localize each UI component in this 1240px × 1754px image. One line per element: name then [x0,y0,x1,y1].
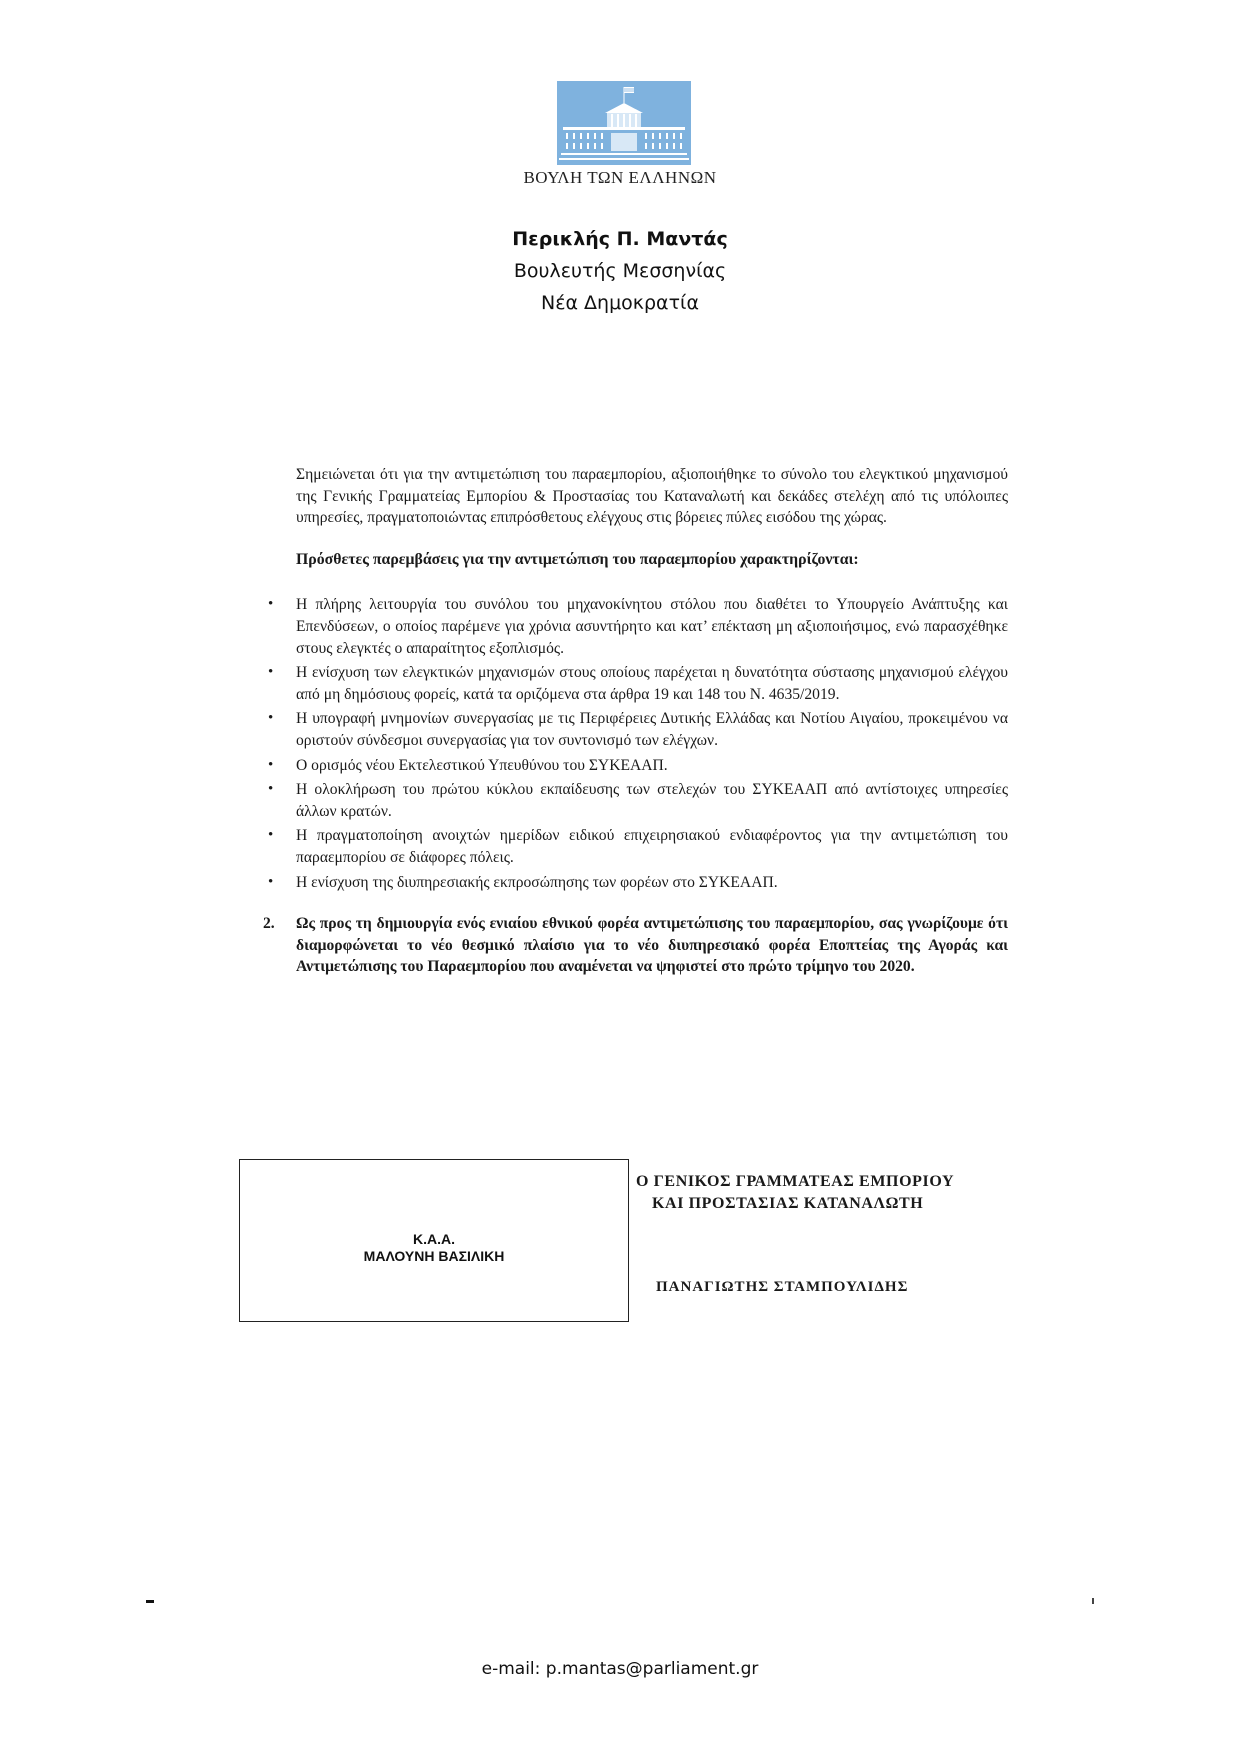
document-body [263,464,1008,978]
parliament-name: ΒΟΥΛΗ ΤΩΝ ΕΛΛΗΝΩΝ [523,168,717,187]
intro-paragraph: Σημειώνεται ότι για την αντιμετώπιση του παραεμπορίου, αξιοποιήθηκε το σύνολο του ελεγκτικού μηχανισμού της Γενικής Γραμματείας Εμπορίου & Προστασίας του Καταναλωτή και δεκάδες στελέχη από τις υπόλοιπες υπηρεσίες, πραγματοποιώντας επιπρόσθετους ελέγχους στις βόρειες πύλες εισόδου της χώρας. [296,466,1008,527]
bullet-icon: • [268,596,274,613]
secretary-title-line1: Ο ΓΕΝΙΚΟΣ ΓΡΑΜΜΑΤΕΑΣ ΕΜΠΟΡΙΟΥ [636,1173,955,1190]
list-item: • Η ολοκλήρωση του πρώτου κύκλου εκπαίδευσης των στελεχών του ΣΥΚΕΑΑΠ από αντίστοιχες υπηρεσίες άλλων κρατών. [268,781,1008,820]
list-item: • Η πλήρης λειτουργία του συνόλου του μηχανοκίνητου στόλου που διαθέτει το Υπουργείο Ανάπτυξης και Επενδύσεων, ο οποίος παρέμενε για χρόνια ασυντήρητο και κατ’ επέκταση μη αξιοποιήσιμος, ενώ παρασχέθηκε στους ελεγκτές ο απαραίτητος εξοπλισμός. [268,596,1008,657]
list-item: • Ο ορισμός νέου Εκτελεστικού Υπευθύνου του ΣΥΚΕΑΑΠ. [296,755,1008,777]
bullet-icon: • [268,756,274,773]
signature-box-role: Κ.Α.Α. [413,1231,455,1247]
interventions-heading: Πρόσθετες παρεμβάσεις για την αντιμετώπιση του παραεμπορίου χαρακτηρίζονται: [296,550,859,568]
list-item: • Η υπογραφή μνημονίων συνεργασίας με τις Περιφέρειες Δυτικής Ελλάδας και Νοτίου Αιγαίου, προκειμένου να οριστούν σύνδεσμοι συνεργασίας για τον συντονισμό των ελέγχων. [268,710,1008,749]
mp-party: Νέα Δημοκρατία [541,292,699,314]
scan-mark [1092,1598,1094,1604]
footer-email: e-mail: p.mantas@parliament.gr [481,1659,759,1679]
secretary-title-line2: ΚΑΙ ΠΡΟΣΤΑΣΙΑΣ ΚΑΤΑΝΑΛΩΤΗ [652,1195,924,1212]
secretary-name: ΠΑΝΑΓΙΩΤΗΣ ΣΤΑΜΠΟΥΛΙΔΗΣ [656,1279,909,1295]
list-item: • Η ενίσχυση της διυπηρεσιακής εκπροσώπησης των φορέων στο ΣΥΚΕΑΑΠ. [296,872,1008,894]
parliament-logo [557,81,691,165]
interventions-list [268,594,1008,893]
list-item: • Η πραγματοποίηση ανοιχτών ημερίδων ειδικού επιχειρησιακού ενδιαφέροντος για την αντιμετώπιση του παραεμπορίου σε διάφορες πόλεις. [268,827,1008,866]
bullet-icon: • [268,781,274,798]
mp-header [0,223,1240,319]
list-item: • Η ενίσχυση των ελεγκτικών μηχανισμών στους οποίους παρέχεται η δυνατότητα σύστασης μηχανισμού ελέγχου από μη δημόσιους φορείς, κατά τα οριζόμενα στα άρθρα 19 και 148 του Ν. 4635/2019. [268,664,1008,703]
parliament-building-icon [557,81,691,165]
bullet-icon: • [268,873,274,890]
numbered-paragraph-2 [263,913,1008,978]
bullet-icon: • [268,710,274,727]
signature-box [239,1159,629,1322]
signature-box-name: ΜΑΛΟΥΝΗ ΒΑΣΙΛΙΚΗ [363,1248,505,1264]
mp-name: Περικλής Π. Μαντάς [512,228,728,250]
mp-title: Βουλευτής Μεσσηνίας [513,260,727,282]
secretary-general-title [636,1171,954,1215]
scan-mark [146,1600,154,1603]
numbered-paragraph-text: Ως προς τη δημιουργία ενός ενιαίου εθνικού φορέα αντιμετώπισης του παραεμπορίου, σας γνωρίζουμε ότι διαμορφώνεται το νέο θεσμικό πλαίσιο για το νέο διυπηρεσιακό φορέα Εποπτείας της Αγοράς και Αντιμετώπισης του Παραεμπορίου που αναμένεται να ψηφιστεί στο πρώτο τρίμηνο του 2020. [296,915,1008,976]
bullet-icon: • [268,664,274,681]
bullet-icon: • [268,827,274,844]
paragraph-number: 2. [263,915,275,933]
